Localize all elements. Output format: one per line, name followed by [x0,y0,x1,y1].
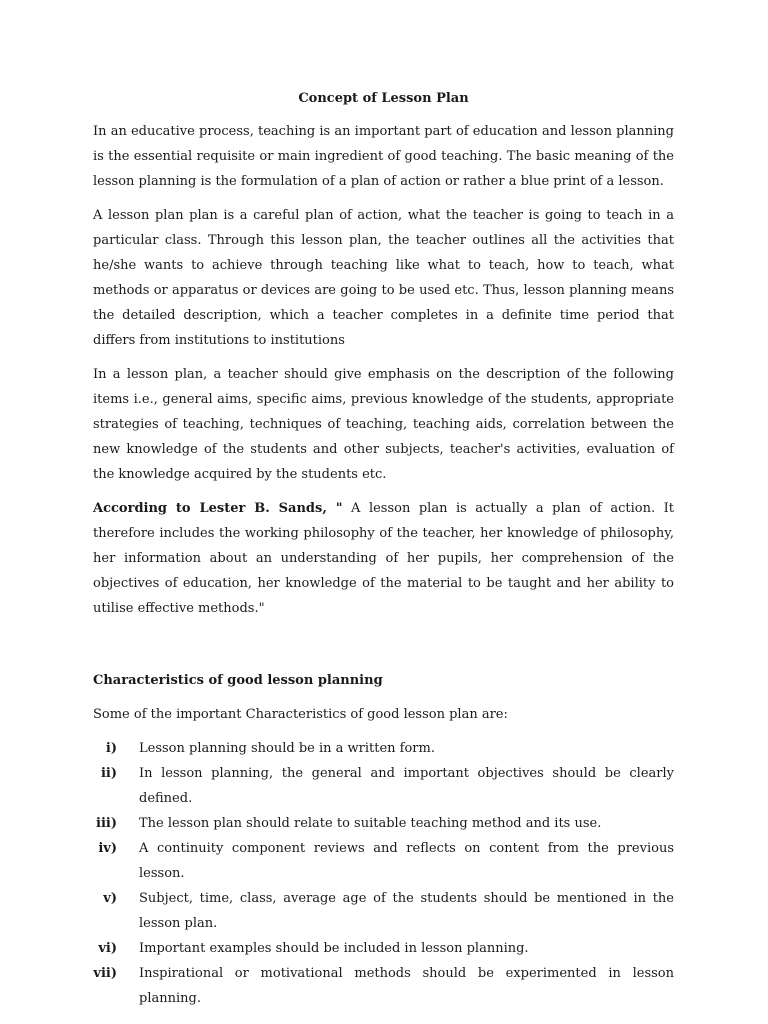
list-item-text: Important examples should be included in lesson planning. [139,941,529,956]
section-heading: Characteristics of good lesson planning [93,673,383,688]
quote-text: A lesson plan is actually a plan of action. It therefore includes the working philosophy of the teacher, her knowledge of philosophy, her information about an understanding of her pupils, her comprehension of the objectives of education, her knowledge of the material to be taught and her ability to utilise effective methods." [93,501,674,616]
document-page [93,86,674,1011]
paragraph-emphasis: In a lesson plan, a teacher should give emphasis on the description of the following items i.e., general aims, specific aims, previous knowledge of the students, appropriate strategies of teaching, techniques of teaching, teaching aids, correlation between the new knowledge of the students and other subjects, teacher's activities, evaluation of the knowledge acquired by the students etc. [93,367,674,482]
list-item-number: vi) [98,941,117,956]
list-item-number: v) [103,891,117,906]
list-item [93,961,674,1011]
list-item-text: Subject, time, class, average age of the students should be mentioned in the lesson plan. [139,891,674,931]
quote-attribution: According to Lester B. Sands, " [93,501,343,516]
list-item-number: ii) [100,766,117,781]
document-title: Concept of Lesson Plan [298,91,469,106]
list-item-text: Inspirational or motivational methods should be experimented in lesson planning. [139,966,674,1006]
section-intro: Some of the important Characteristics of good lesson plan are: [93,707,508,722]
quote-paragraph [93,496,674,621]
paragraph-intro: In an educative process, teaching is an important part of education and lesson planning is the essential requisite or main ingredient of good teaching. The basic meaning of the lesson planning is the formulation of a plan of action or rather a blue print of a lesson. [93,124,674,189]
list-item [93,811,674,836]
list-item-number: vii) [93,966,117,981]
list-item-number: iii) [96,816,117,831]
list-item-number: i) [105,741,117,756]
list-item-text: The lesson plan should relate to suitable teaching method and its use. [139,816,602,831]
list-item-text: In lesson planning, the general and important objectives should be clearly defined. [139,766,674,806]
list-item [93,936,674,961]
list-item [93,836,674,886]
list-item-number: iv) [98,841,117,856]
list-item-text: Lesson planning should be in a written form. [139,741,435,756]
list-item [93,736,674,761]
paragraph-definition: A lesson plan plan is a careful plan of action, what the teacher is going to teach in a particular class. Through this lesson plan, the teacher outlines all the activities that he/she wants to achieve through teaching like what to teach, how to teach, what methods or apparatus or devices are going to be used etc. Thus, lesson planning means the detailed description, which a teacher completes in a definite time period that differs from institutions to institutions [93,208,674,348]
list-item [93,886,674,936]
list-item-text: A continuity component reviews and reflects on content from the previous lesson. [139,841,674,881]
list-item [93,761,674,811]
characteristics-list [93,736,674,1011]
